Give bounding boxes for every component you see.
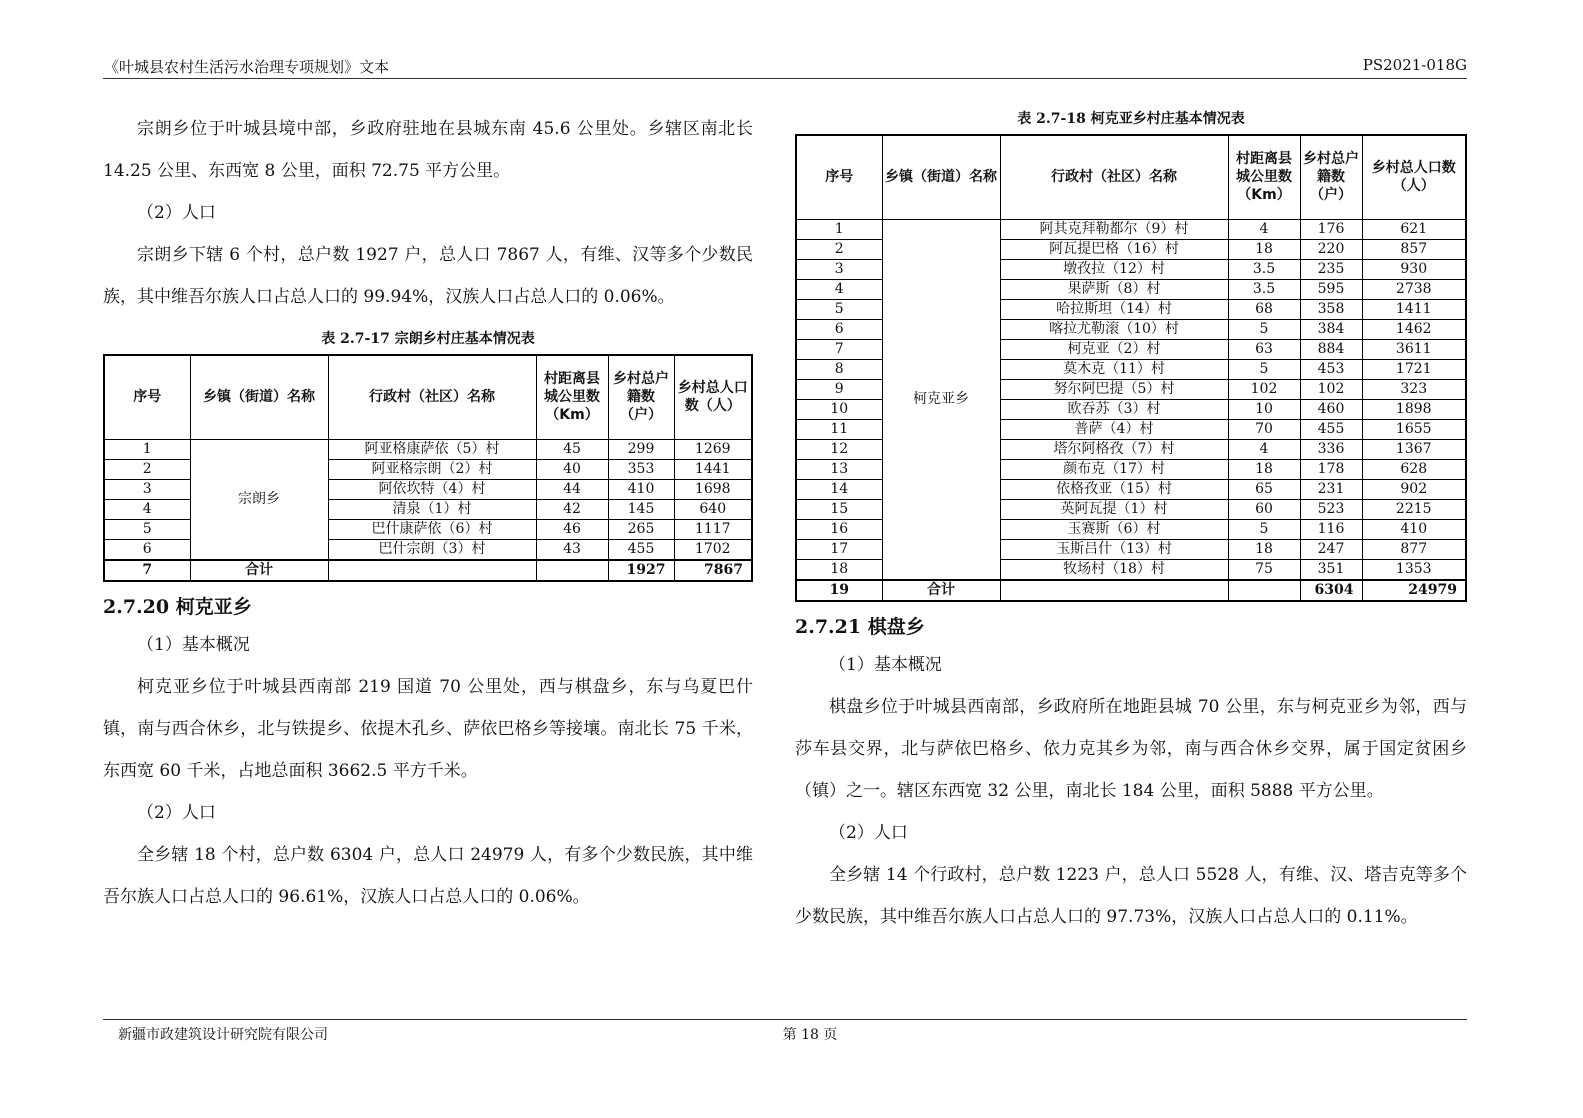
cell-total-label: 合计 — [882, 580, 1000, 601]
cell-population: 857 — [1362, 239, 1466, 259]
header-index: 序号 — [104, 355, 190, 439]
cell-empty — [1000, 580, 1228, 601]
cell-households: 351 — [1300, 559, 1362, 580]
cell-index: 6 — [104, 539, 190, 560]
cell-index: 1 — [796, 219, 882, 239]
cell-population: 640 — [674, 499, 752, 519]
cell-index: 16 — [796, 519, 882, 539]
cell-households: 453 — [1300, 359, 1362, 379]
cell-village: 阿亚格宗朗（2）村 — [328, 459, 536, 479]
cell-population: 902 — [1362, 479, 1466, 499]
cell-distance: 45 — [536, 439, 608, 459]
table-header-row — [796, 135, 1466, 219]
cell-population: 621 — [1362, 219, 1466, 239]
header-township: 乡镇（街道）名称 — [882, 135, 1000, 219]
header-distance: 村距离县城公里数（Km） — [1228, 135, 1300, 219]
cell-village: 巴什宗朗（3）村 — [328, 539, 536, 560]
cell-distance: 43 — [536, 539, 608, 560]
cell-households: 116 — [1300, 519, 1362, 539]
cell-index: 8 — [796, 359, 882, 379]
cell-index: 18 — [796, 559, 882, 580]
cell-distance: 44 — [536, 479, 608, 499]
cell-population: 1367 — [1362, 439, 1466, 459]
cell-village: 颜布克（17）村 — [1000, 459, 1228, 479]
cell-households: 299 — [608, 439, 674, 459]
cell-index: 9 — [796, 379, 882, 399]
cell-index: 11 — [796, 419, 882, 439]
cell-households: 336 — [1300, 439, 1362, 459]
cell-village: 阿依坎特（4）村 — [328, 479, 536, 499]
table-caption-2-7-17: 表 2.7-17 宗朗乡村庄基本情况表 — [321, 331, 535, 347]
cell-population: 1702 — [674, 539, 752, 560]
cell-township: 柯克亚乡 — [882, 219, 1000, 580]
cell-village: 莫木克（11）村 — [1000, 359, 1228, 379]
cell-index: 3 — [796, 259, 882, 279]
cell-population: 1462 — [1362, 319, 1466, 339]
cell-households: 235 — [1300, 259, 1362, 279]
qipan-basic-paragraph: 棋盘乡位于叶城县西南部，乡政府所在地距县城 70 公里，东与柯克亚乡为邻，西与莎车县交界，北与萨依巴格乡、依力克其乡为邻，南与西合休乡交界，属于国定贫困乡（镇）之一。辖区东西宽 32 公里，南北长 184 公里，面积 5888 平方公里。 — [795, 696, 1467, 801]
table-row — [796, 219, 1466, 239]
cell-population: 930 — [1362, 259, 1466, 279]
header-township: 乡镇（街道）名称 — [190, 355, 328, 439]
cell-distance: 40 — [536, 459, 608, 479]
cell-households: 884 — [1300, 339, 1362, 359]
cell-index: 3 — [104, 479, 190, 499]
cell-population: 2215 — [1362, 499, 1466, 519]
section-title-2-7-20: 2.7.20 柯克亚乡 — [103, 595, 252, 618]
cell-distance: 3.5 — [1228, 279, 1300, 299]
cell-village: 普萨（4）村 — [1000, 419, 1228, 439]
cell-index: 10 — [796, 399, 882, 419]
cell-population: 1441 — [674, 459, 752, 479]
cell-households: 410 — [608, 479, 674, 499]
kekeya-village-table — [795, 134, 1467, 602]
zonglang-village-table — [103, 354, 753, 582]
cell-distance: 102 — [1228, 379, 1300, 399]
cell-households: 523 — [1300, 499, 1362, 519]
cell-distance: 63 — [1228, 339, 1300, 359]
cell-village: 玉斯吕什（13）村 — [1000, 539, 1228, 559]
cell-population: 1721 — [1362, 359, 1466, 379]
cell-distance: 60 — [1228, 499, 1300, 519]
cell-village: 阿亚格康萨依（5）村 — [328, 439, 536, 459]
cell-distance: 18 — [1228, 239, 1300, 259]
cell-index: 5 — [796, 299, 882, 319]
cell-total-label: 合计 — [190, 560, 328, 581]
cell-distance: 4 — [1228, 439, 1300, 459]
cell-village: 牧场村（18）村 — [1000, 559, 1228, 580]
header-distance: 村距离县城公里数（Km） — [536, 355, 608, 439]
cell-households: 247 — [1300, 539, 1362, 559]
cell-households: 595 — [1300, 279, 1362, 299]
footer-rule — [103, 1019, 1467, 1020]
cell-households: 220 — [1300, 239, 1362, 259]
cell-index: 4 — [796, 279, 882, 299]
cell-distance: 46 — [536, 519, 608, 539]
kekeya-basic-subheading: （1）基本概况 — [137, 634, 250, 655]
cell-village: 塔尔阿格孜（7）村 — [1000, 439, 1228, 459]
cell-index: 6 — [796, 319, 882, 339]
cell-households: 384 — [1300, 319, 1362, 339]
cell-households: 176 — [1300, 219, 1362, 239]
header-population: 乡村总人口数（人） — [674, 355, 752, 439]
cell-households: 145 — [608, 499, 674, 519]
cell-population: 877 — [1362, 539, 1466, 559]
cell-households: 265 — [608, 519, 674, 539]
cell-population: 628 — [1362, 459, 1466, 479]
cell-index: 5 — [104, 519, 190, 539]
table-caption-2-7-18: 表 2.7-18 柯克亚乡村庄基本情况表 — [1017, 111, 1245, 127]
header-village: 行政村（社区）名称 — [328, 355, 536, 439]
cell-households: 358 — [1300, 299, 1362, 319]
cell-population: 24979 — [1362, 580, 1466, 601]
cell-distance: 42 — [536, 499, 608, 519]
cell-distance: 5 — [1228, 319, 1300, 339]
cell-village: 果萨斯（8）村 — [1000, 279, 1228, 299]
footer-company: 新疆市政建筑设计研究院有限公司 — [118, 1027, 328, 1043]
qipan-population-paragraph: 全乡辖 14 个行政村，总户数 1223 户，总人口 5528 人，有维、汉、塔吉克等多个少数民族，其中维吾尔族人口占总人口的 97.73%，汉族人口占总人口的 0.11%。 — [795, 864, 1467, 927]
cell-population: 1698 — [674, 479, 752, 499]
cell-empty — [536, 560, 608, 581]
qipan-basic-subheading: （1）基本概况 — [829, 654, 942, 675]
cell-households: 455 — [608, 539, 674, 560]
cell-distance: 10 — [1228, 399, 1300, 419]
cell-distance: 5 — [1228, 519, 1300, 539]
cell-index: 1 — [104, 439, 190, 459]
cell-population: 3611 — [1362, 339, 1466, 359]
cell-population: 1117 — [674, 519, 752, 539]
cell-population: 7867 — [674, 560, 752, 581]
cell-households: 102 — [1300, 379, 1362, 399]
header-population: 乡村总人口数（人） — [1362, 135, 1466, 219]
cell-distance: 18 — [1228, 539, 1300, 559]
section-title-2-7-21: 2.7.21 棋盘乡 — [795, 615, 925, 638]
kekeya-basic-paragraph: 柯克亚乡位于叶城县西南部 219 国道 70 公里处，西与棋盘乡，东与乌夏巴什镇，南与西合休乡，北与铁提乡、依提木孔乡、萨依巴格乡等接壤。南北长 75 千米，东西宽 60 千米，占地总面积 3662.5 平方千米。 — [103, 676, 753, 781]
cell-households: 231 — [1300, 479, 1362, 499]
cell-village: 柯克亚（2）村 — [1000, 339, 1228, 359]
cell-village: 依格孜亚（15）村 — [1000, 479, 1228, 499]
cell-index: 12 — [796, 439, 882, 459]
cell-population: 1411 — [1362, 299, 1466, 319]
cell-households: 178 — [1300, 459, 1362, 479]
cell-index: 7 — [104, 560, 190, 581]
cell-distance: 3.5 — [1228, 259, 1300, 279]
cell-index: 13 — [796, 459, 882, 479]
table-row — [104, 439, 752, 459]
cell-population: 410 — [1362, 519, 1466, 539]
right-column — [795, 108, 1467, 938]
document-code: PS2021-018G — [1362, 56, 1467, 74]
cell-village: 清泉（1）村 — [328, 499, 536, 519]
cell-population: 323 — [1362, 379, 1466, 399]
zonglang-intro-paragraph: 宗朗乡位于叶城县境中部，乡政府驻地在县城东南 45.6 公里处。乡辖区南北长 14.25 公里、东西宽 8 公里，面积 72.75 平方公里。 — [103, 119, 753, 181]
cell-index: 7 — [796, 339, 882, 359]
zonglang-population-paragraph: 宗朗乡下辖 6 个村，总户数 1927 户，总人口 7867 人，有维、汉等多个少数民族，其中维吾尔族人口占总人口的 99.94%，汉族人口占总人口的 0.06%。 — [103, 245, 753, 307]
cell-index: 19 — [796, 580, 882, 601]
table-total-row — [104, 560, 752, 581]
header-households: 乡村总户籍数（户） — [608, 355, 674, 439]
cell-village: 墩孜拉（12）村 — [1000, 259, 1228, 279]
cell-population: 1269 — [674, 439, 752, 459]
kekeya-population-subheading: （2）人口 — [137, 802, 216, 823]
cell-village: 哈拉斯坦（14）村 — [1000, 299, 1228, 319]
table-total-row — [796, 580, 1466, 601]
cell-township: 宗朗乡 — [190, 439, 328, 560]
cell-village: 欧吞苏（3）村 — [1000, 399, 1228, 419]
cell-distance: 18 — [1228, 459, 1300, 479]
cell-distance: 75 — [1228, 559, 1300, 580]
cell-population: 1353 — [1362, 559, 1466, 580]
cell-index: 2 — [796, 239, 882, 259]
cell-distance: 5 — [1228, 359, 1300, 379]
zonglang-population-subheading: （2）人口 — [137, 203, 216, 223]
cell-households: 455 — [1300, 419, 1362, 439]
cell-distance: 68 — [1228, 299, 1300, 319]
cell-village: 巴什康萨依（6）村 — [328, 519, 536, 539]
cell-index: 2 — [104, 459, 190, 479]
cell-index: 14 — [796, 479, 882, 499]
cell-population: 1898 — [1362, 399, 1466, 419]
header-households: 乡村总户籍数（户） — [1300, 135, 1362, 219]
cell-empty — [328, 560, 536, 581]
cell-index: 15 — [796, 499, 882, 519]
cell-households: 460 — [1300, 399, 1362, 419]
cell-village: 阿瓦提巴格（16）村 — [1000, 239, 1228, 259]
header-village: 行政村（社区）名称 — [1000, 135, 1228, 219]
cell-households: 6304 — [1300, 580, 1362, 601]
cell-distance: 65 — [1228, 479, 1300, 499]
cell-village: 阿其克拜勒都尔（9）村 — [1000, 219, 1228, 239]
cell-village: 喀拉尤勒滚（10）村 — [1000, 319, 1228, 339]
cell-population: 2738 — [1362, 279, 1466, 299]
cell-distance: 4 — [1228, 219, 1300, 239]
cell-index: 17 — [796, 539, 882, 559]
cell-households: 353 — [608, 459, 674, 479]
cell-village: 英阿瓦提（1）村 — [1000, 499, 1228, 519]
header-rule — [103, 78, 1467, 79]
left-column — [103, 108, 753, 918]
cell-index: 4 — [104, 499, 190, 519]
cell-village: 玉赛斯（6）村 — [1000, 519, 1228, 539]
cell-empty — [1228, 580, 1300, 601]
kekeya-population-paragraph: 全乡辖 18 个村，总户数 6304 户，总人口 24979 人，有多个少数民族，其中维吾尔族人口占总人口的 96.61%，汉族人口占总人口的 0.06%。 — [103, 844, 753, 907]
cell-distance: 70 — [1228, 419, 1300, 439]
header-index: 序号 — [796, 135, 882, 219]
cell-households: 1927 — [608, 560, 674, 581]
document-title: 《叶城县农村生活污水治理专项规划》文本 — [104, 58, 390, 76]
cell-village: 努尔阿巴提（5）村 — [1000, 379, 1228, 399]
qipan-population-subheading: （2）人口 — [829, 822, 908, 843]
page-number: 第 18 页 — [782, 1027, 838, 1043]
cell-population: 1655 — [1362, 419, 1466, 439]
table-header-row — [104, 355, 752, 439]
